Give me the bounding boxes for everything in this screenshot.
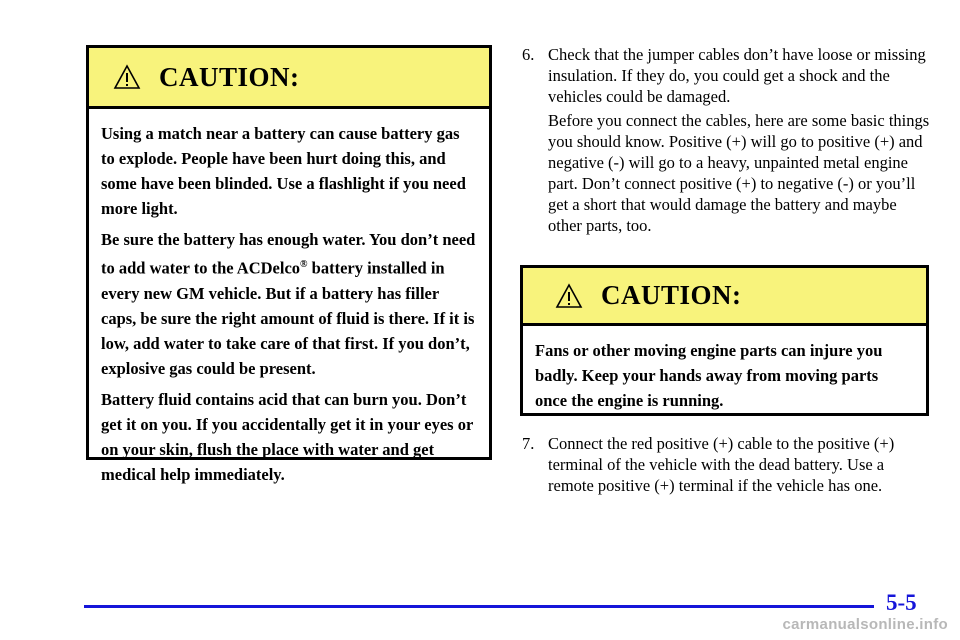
caution-paragraph: Fans or other moving engine parts can injure you badly. Keep your hands away from moving parts once the engine is running. xyxy=(535,341,883,410)
step-7 xyxy=(522,433,930,496)
caution-body xyxy=(89,109,489,487)
caution-title: CAUTION: xyxy=(159,61,300,92)
footer-rule xyxy=(84,605,874,608)
caution-body xyxy=(523,326,926,413)
step-text: Check that the jumper cables don’t have loose or missing insulation. If they do, you could get a shock and the vehicles could be damaged. xyxy=(548,45,926,106)
caution-header xyxy=(89,48,489,109)
registered-mark: ® xyxy=(300,259,308,270)
step-6 xyxy=(522,44,930,107)
step-text: Connect the red positive (+) cable to the positive (+) terminal of the vehicle with the dead battery. Use a remote positive (+) terminal if the vehicle has one. xyxy=(548,434,895,495)
page-number: 5-5 xyxy=(886,590,917,615)
caution-title: CAUTION: xyxy=(601,280,742,310)
step-6-note xyxy=(522,110,930,236)
caution-box-battery-gas xyxy=(86,45,492,484)
caution-paragraph: Battery fluid contains acid that can burn you. Don’t get it on you. If you accidentally get it in your eyes or on your skin, flush the place with water and get medical help immediately. xyxy=(101,389,473,484)
step-number: 7. xyxy=(522,434,535,453)
step-note-text: Before you connect the cables, here are some basic things you should know. Positive (+) will go to positive (+) and negative (-) will go to a heavy, unpainted metal engine part. Don’t connect positive (+) to negative (-) or you’ll get a short that would damage the battery and maybe other parts, too. xyxy=(548,111,930,235)
watermark: carmanualsonline.info xyxy=(782,616,948,633)
caution-header xyxy=(523,268,926,326)
warning-triangle-icon xyxy=(555,283,583,309)
caution-paragraph xyxy=(101,227,477,381)
caution-text: Be sure the battery has enough water. You don’t need to add water to the ACDelco xyxy=(101,230,476,278)
caution-paragraph: Using a match near a battery can cause battery gas to explode. People have been hurt doing this, and some have been blinded. Use a flashlight if you need more light. xyxy=(101,124,466,218)
warning-triangle-icon xyxy=(113,64,141,90)
caution-box-moving-parts xyxy=(520,265,929,416)
step-number: 6. xyxy=(522,45,535,64)
caution-text: battery installed in every new GM vehicle. But if a battery has filler caps, be sure the right amount of fluid is there. If it is low, add water to take care of that first. If you don’t, explosive gas could be present. xyxy=(101,258,475,378)
